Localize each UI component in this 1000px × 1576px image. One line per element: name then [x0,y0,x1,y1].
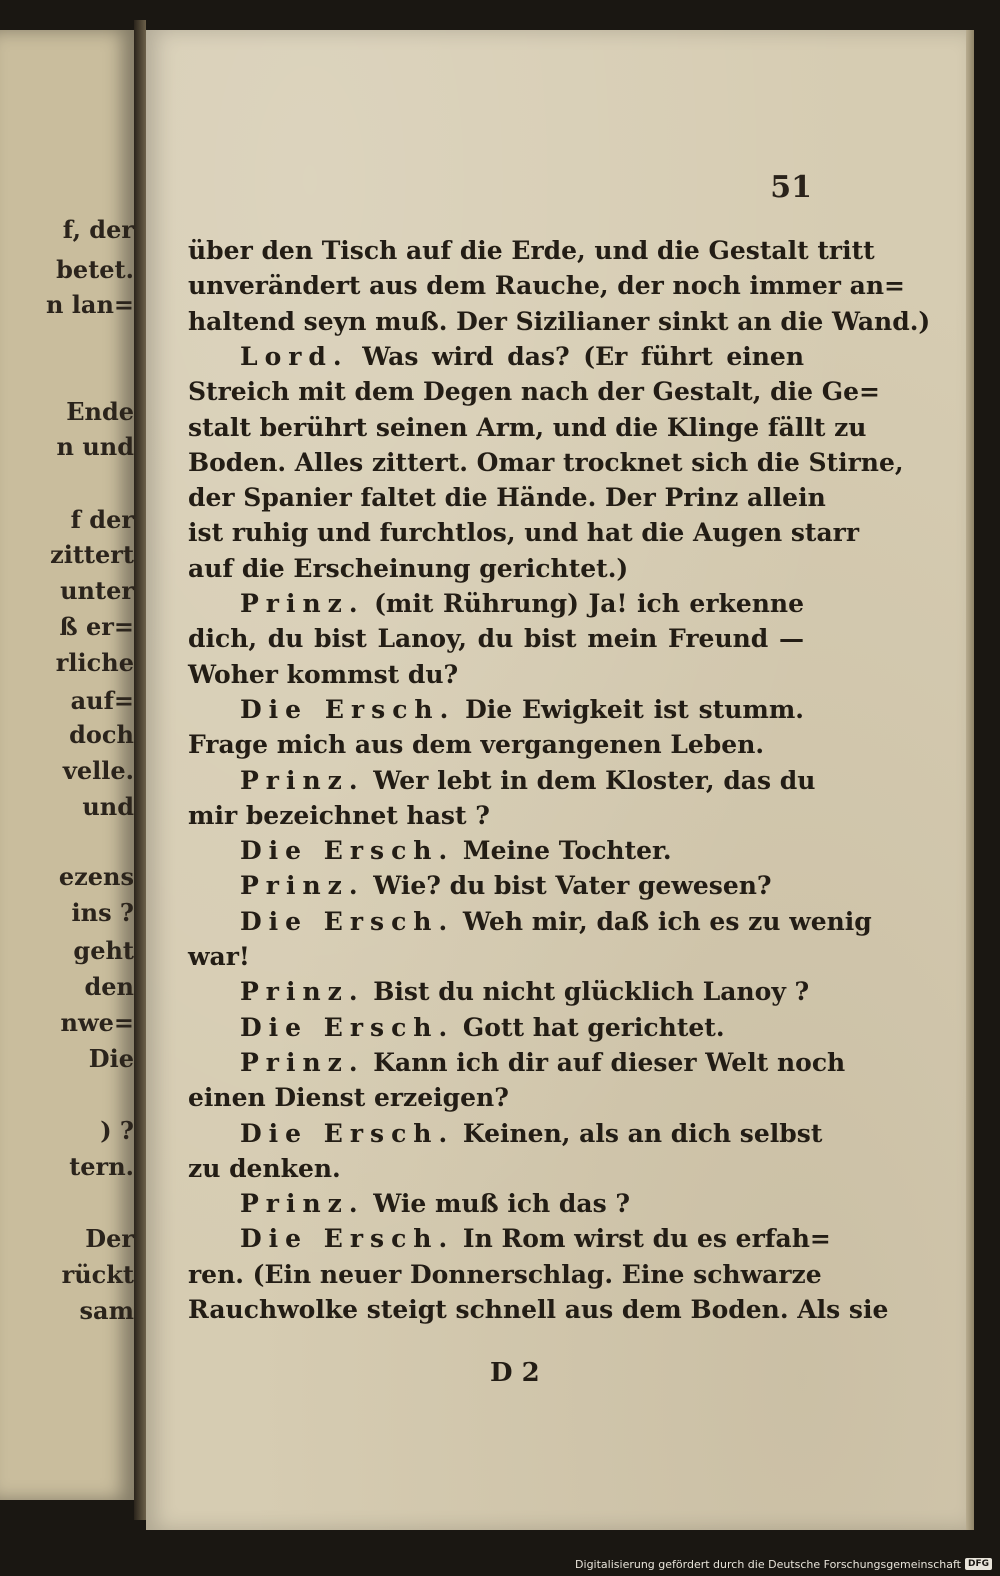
line-text: Meine Tochter. [462,836,672,865]
left-page-fragment: und [82,792,134,821]
line-text: Kann ich dir auf dieser Welt noch [373,1048,846,1077]
line-text: ist ruhig und furchtlos, und hat die Augen starr [188,518,860,547]
left-page-fragment: Ende [66,397,134,426]
dialogue-line [188,1046,846,1080]
left-page-fragment: ins ? [71,898,134,927]
left-page-fragment: rückt [61,1260,134,1289]
dialogue-line [188,693,804,727]
text-line [188,516,860,550]
text-line [188,481,826,515]
dfg-logo: DFG [965,1558,992,1570]
left-page-fragment: n lan= [45,290,134,319]
text-line [188,269,905,303]
line-text: stalt berührt seinen Arm, und die Klinge fällt zu [188,413,867,442]
speaker-name: Prinz. [240,1189,365,1218]
left-page-fragment: ) ? [100,1116,134,1145]
left-page-fragment: zittert [50,540,134,569]
left-page-fragment: f, der [62,215,134,244]
line-text: Wie? du bist Vater gewesen? [373,871,772,900]
left-page-fragment: sam [79,1296,134,1325]
speaker-name: Die Ersch. [240,907,455,936]
left-page-fragment: betet. [56,255,134,284]
left-page-fragment: auf= [70,686,134,715]
left-page-fragment: ß er= [59,612,134,641]
left-page-fragment: rliche [55,648,134,677]
dialogue-line [188,975,810,1009]
speaker-name: Die Ersch. [240,1119,455,1148]
dialogue-line [188,1011,804,1045]
line-text: Woher kommst du? [188,660,459,689]
speaker-name: Die Ersch. [240,1013,455,1042]
line-text: ren. (Ein neuer Donnerschlag. Eine schwarze [188,1260,822,1289]
line-text: auf die Erscheinung gerichtet.) [188,554,629,583]
speaker-name: Lord. [240,342,349,371]
text-line [188,1081,804,1115]
speaker-name: Die Ersch. [240,695,456,724]
line-text: haltend seyn muß. Der Sizilianer sinkt an die Wand.) [188,307,931,336]
line-text: Was wird das? (Er führt einen [362,342,804,371]
dialogue-line [188,764,816,798]
text-line [188,375,880,409]
left-page-fragment: den [84,972,134,1001]
speaker-name: Prinz. [240,766,365,795]
line-text: Rauchwolke steigt schnell aus dem Boden. Als sie [188,1295,889,1324]
left-page-fragment: f der [70,505,134,534]
line-text: Weh mir, daß ich es zu wenig [462,907,872,936]
line-text: Keinen, als an dich selbst [462,1119,823,1148]
footer-text: Digitalisierung gefördert durch die Deutsche Forschungsgemeinschaft [575,1557,961,1571]
text-line [188,1152,804,1186]
dialogue-line [188,340,804,374]
line-text: Bist du nicht glücklich Lanoy ? [373,977,810,1006]
line-text: Streich mit dem Degen nach der Gestalt, die Ge= [188,377,880,406]
text-line [188,799,804,833]
speaker-name: Die Ersch. [240,1224,455,1253]
left-page-fragment: Die [88,1044,134,1073]
line-text: war! [188,942,250,971]
page-number: 51 [770,170,812,205]
text-line [188,411,867,445]
line-text: (mit Rührung) Ja! ich erkenne [374,589,804,618]
dialogue-line [188,587,804,621]
line-text: mir bezeichnet hast ? [188,801,490,830]
text-line [188,658,804,692]
page-edge [966,30,974,1530]
text-line [188,1293,889,1327]
line-text: der Spanier faltet die Hände. Der Prinz allein [188,483,826,512]
text-line [188,234,875,268]
line-text: zu denken. [188,1154,341,1183]
line-text: Boden. Alles zittert. Omar trocknet sich die Stirne, [188,448,904,477]
line-text: Die Ewigkeit ist stumm. [465,695,804,724]
line-text: dich, du bist Lanoy, du bist mein Freund — [188,624,804,653]
line-text: Wer lebt in dem Kloster, das du [373,766,816,795]
line-text: Frage mich aus dem vergangenen Leben. [188,730,765,759]
left-page-fragment: ezens [58,862,134,891]
line-text: über den Tisch auf die Erde, und die Gestalt tritt [188,236,875,265]
speaker-name: Prinz. [240,977,365,1006]
left-page-fragment: unter [60,576,134,605]
line-text: In Rom wirst du es erfah= [462,1224,831,1253]
text-line [188,1258,822,1292]
line-text: Gott hat gerichtet. [462,1013,725,1042]
left-page-fragment: doch [69,720,134,749]
left-page-fragment: n und [56,432,134,461]
left-page-fragment: tern. [69,1152,134,1181]
text-line [188,622,804,656]
dialogue-line [188,869,804,903]
dialogue-line [188,905,872,939]
left-page-fragment: geht [73,936,134,965]
line-text: unverändert aus dem Rauche, der noch immer an= [188,271,905,300]
speaker-name: Die Ersch. [240,836,455,865]
left-page [0,30,134,1500]
dialogue-line [188,834,804,868]
left-page-fragment: velle. [62,756,134,785]
text-line [188,728,804,762]
speaker-name: Prinz. [240,871,365,900]
left-page-fragment: nwe= [60,1008,134,1037]
book-gutter [134,20,146,1520]
signature-mark: D 2 [490,1358,540,1388]
text-line [188,305,931,339]
text-line [188,552,804,586]
line-text: Wie muß ich das ? [373,1189,631,1218]
footer-credit [575,1554,992,1574]
left-page-fragment: Der [85,1224,134,1253]
dialogue-line [188,1222,831,1256]
text-line [188,940,804,974]
dialogue-line [188,1187,804,1221]
line-text: einen Dienst erzeigen? [188,1083,509,1112]
text-line [188,446,904,480]
speaker-name: Prinz. [240,589,365,618]
speaker-name: Prinz. [240,1048,365,1077]
dialogue-line [188,1117,823,1151]
